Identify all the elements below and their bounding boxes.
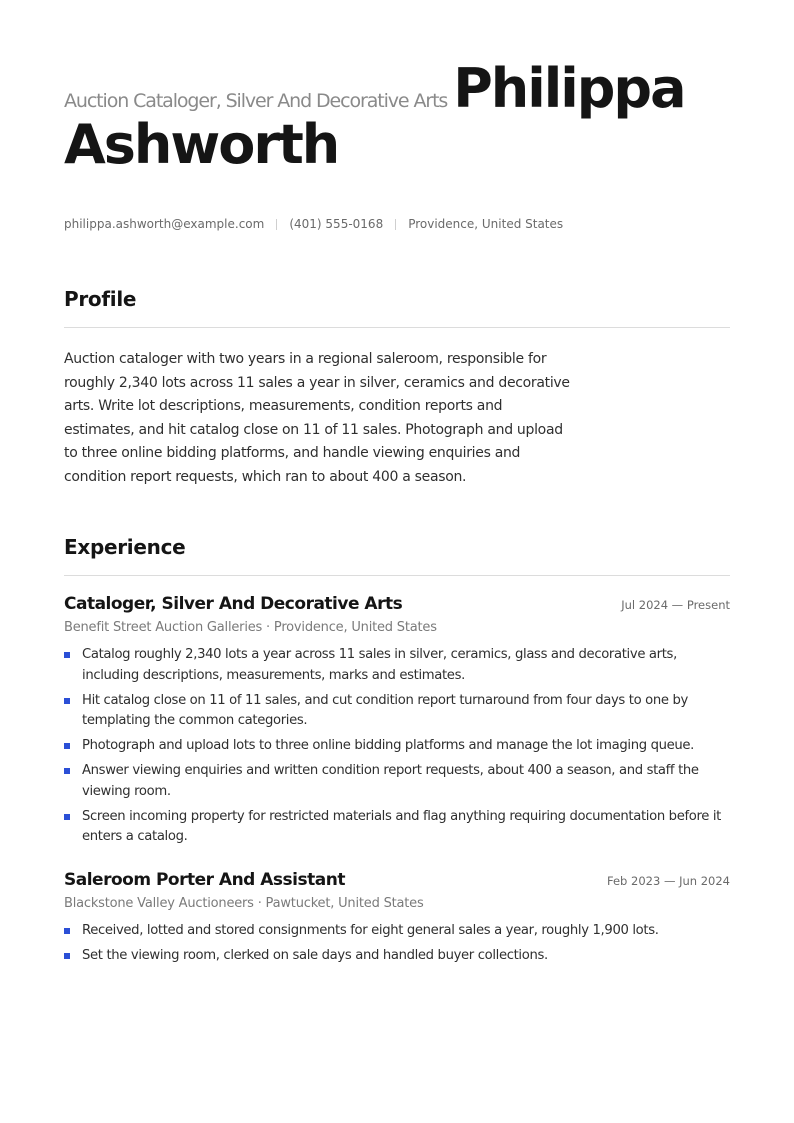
last-name: Ashworth: [64, 113, 339, 176]
contact-divider: [395, 219, 396, 230]
bullet-text: Photograph and upload lots to three online bidding platforms and manage the lot imaging queue.: [82, 738, 694, 753]
bullet-item: [64, 736, 730, 757]
contact-bar: [64, 217, 730, 231]
bullet-item: [64, 807, 730, 848]
bullet-square-icon: [64, 928, 70, 934]
experience-section: [64, 535, 730, 966]
bullet-text: Catalog roughly 2,340 lots a year across 11 sales in silver, ceramics, glass and decorative arts, including descriptions, measurements, marks and estimates.: [82, 647, 677, 683]
job-organization: Benefit Street Auction Galleries · Providence, United States: [64, 620, 437, 635]
job-subtitle: Auction Cataloger, Silver And Decorative Arts: [64, 90, 448, 112]
bullet-item: [64, 921, 730, 942]
contact-email[interactable]: philippa.ashworth@example.com: [64, 217, 265, 231]
bullet-square-icon: [64, 814, 70, 820]
job-entry: [64, 870, 730, 967]
resume-page: [64, 0, 730, 971]
job-dates: Feb 2023 — Jun 2024: [607, 873, 730, 888]
bullet-text: Set the viewing room, clerked on sale days and handled buyer collections.: [82, 947, 548, 963]
bullet-square-icon: [64, 698, 70, 704]
section-divider: [64, 327, 730, 328]
contact-phone[interactable]: (401) 555-0168: [289, 217, 384, 231]
bullet-item: [64, 946, 730, 967]
bullet-item: [64, 691, 730, 732]
experience-heading: Experience: [64, 535, 186, 559]
bullet-item: [64, 761, 730, 802]
bullet-text: Answer viewing enquiries and written condition report requests, about 400 a season, and staff the viewing room.: [82, 763, 699, 799]
job-organization: Blackstone Valley Auctioneers · Pawtucket, United States: [64, 895, 424, 911]
bullet-text: Received, lotted and stored consignments for eight general sales a year, roughly 1,900 lots.: [82, 922, 659, 938]
job-title: Cataloger, Silver And Decorative Arts: [64, 594, 403, 614]
bullet-square-icon: [64, 652, 70, 658]
resume-header: [64, 57, 730, 178]
profile-section: [64, 287, 730, 489]
job-bullets: [64, 921, 730, 967]
first-name: Philippa: [453, 57, 685, 120]
profile-heading: Profile: [64, 287, 137, 311]
job-header: [64, 870, 730, 890]
bullet-item: [64, 645, 730, 686]
bullet-square-icon: [64, 768, 70, 774]
section-divider: [64, 575, 730, 576]
profile-text: Auction cataloger with two years in a regional saleroom, responsible for roughly 2,340 lots across 11 sales a year in silver, ceramics and decorative arts. Write lot descriptions, measurements, condition reports and estimates, and hit catalog close on 11 of 11 sales. Photograph and upload to three online bidding platforms, and handle viewing enquiries and condition report requests, which ran to about 400 a season.: [64, 351, 570, 485]
bullet-text: Screen incoming property for restricted materials and flag anything requiring documentation before it enters a catalog.: [82, 808, 721, 844]
bullet-square-icon: [64, 953, 70, 959]
job-entry: [64, 594, 730, 848]
job-header: [64, 594, 730, 614]
header-line-2: [64, 113, 730, 178]
bullet-square-icon: [64, 743, 70, 749]
job-bullets: [64, 645, 730, 848]
job-title: Saleroom Porter And Assistant: [64, 869, 345, 890]
contact-location: Providence, United States: [408, 217, 564, 231]
bullet-text: Hit catalog close on 11 of 11 sales, and cut condition report turnaround from four days to one by templating the common categories.: [82, 692, 688, 728]
contact-divider: [276, 219, 277, 230]
job-dates: Jul 2024 — Present: [621, 598, 730, 612]
